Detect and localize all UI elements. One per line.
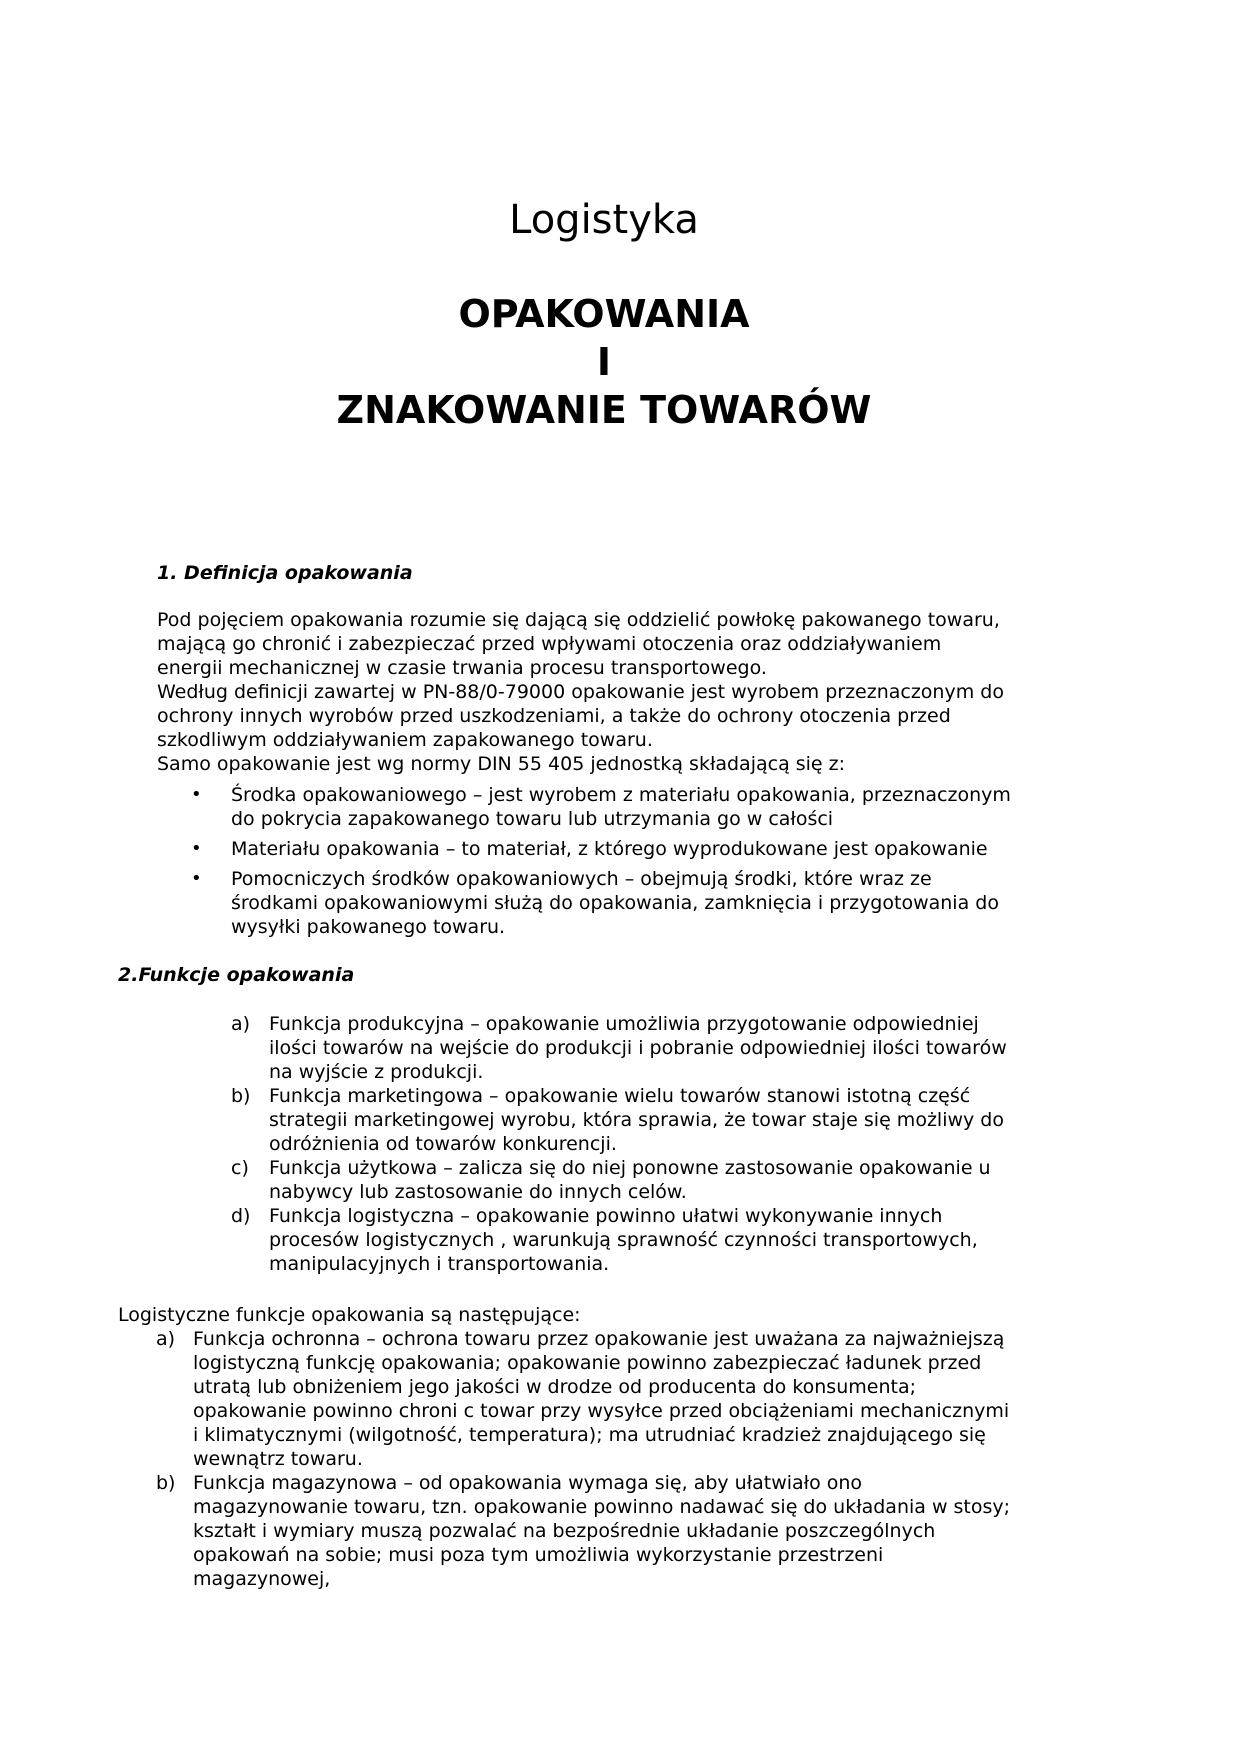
bullet-icon: • <box>191 784 202 805</box>
heading-line: I <box>596 340 612 384</box>
list-line: logistyczną funkcję opakowania; opakowanie powinno zabezpieczać ładunek przed <box>193 1352 982 1374</box>
section-1-paragraph <box>157 608 1004 776</box>
list-marker: c) <box>231 1157 249 1179</box>
list-line: magazynowanie towaru, tzn. opakowanie powinno nadawać się do układania w stosy; <box>193 1496 1011 1518</box>
section-3-intro: Logistyczne funkcje opakowania są następujące: <box>118 1304 581 1326</box>
list-item <box>231 1012 1007 1084</box>
section-2-title: 2.Funkcje opakowania <box>118 964 355 986</box>
list-line: odróżnienia od towarów konkurencji. <box>269 1133 617 1155</box>
list-marker: a) <box>231 1013 251 1035</box>
list-line: opakowań na sobie; musi poza tym umożliwia wykorzystanie przestrzeni <box>193 1544 884 1566</box>
section-3-list <box>156 1327 1010 1591</box>
list-line: Funkcja marketingowa – opakowanie wielu towarów stanowi istotną część <box>269 1085 971 1107</box>
bullet-line: środkami opakowaniowymi służą do opakowania, zamknięcia i przygotowania do <box>231 892 999 914</box>
list-line: procesów logistycznych , warunkują sprawność czynności transportowych, <box>269 1229 978 1251</box>
paragraph-line: Samo opakowanie jest wg normy DIN 55 405 jednostką składającą się z: <box>157 753 846 775</box>
list-item <box>231 1156 1007 1204</box>
list-item <box>231 1084 1007 1156</box>
bullet-line: Środka opakowaniowego – jest wyrobem z materiału opakowania, przeznaczonym <box>231 784 1011 806</box>
list-line: Funkcja ochronna – ochrona towaru przez opakowanie jest uważana za najważniejszą <box>193 1328 1005 1350</box>
list-line: Funkcja logistyczna – opakowanie powinno ułatwi wykonywanie innych <box>269 1205 943 1227</box>
list-line: kształt i wymiary muszą pozwalać na bezpośrednie układanie poszczególnych <box>193 1520 936 1542</box>
document-title: Logistyka <box>509 197 699 243</box>
list-line: Funkcja produkcyjna – opakowanie umożliwia przygotowanie odpowiedniej <box>269 1013 979 1035</box>
paragraph-line: energii mechanicznej w czasie trwania procesu transportowego. <box>157 657 767 679</box>
list-line: Funkcja użytkowa – zalicza się do niej ponowne zastosowanie opakowanie u <box>269 1157 991 1179</box>
bullet-icon: • <box>191 838 202 859</box>
list-line: nabywcy lub zastosowanie do innych celów. <box>269 1181 687 1203</box>
list-marker: a) <box>156 1328 176 1350</box>
list-line: wewnątrz towaru. <box>193 1448 363 1470</box>
heading-line: ZNAKOWANIE TOWARÓW <box>336 388 872 432</box>
bullet-line: wysyłki pakowanego towaru. <box>231 916 506 938</box>
paragraph-line: mającą go chronić i zabezpieczać przed wpływami otoczenia oraz oddziaływaniem <box>157 633 942 655</box>
main-heading <box>0 290 1208 434</box>
heading-line: OPAKOWANIA <box>458 292 750 336</box>
bullet-line: Pomocniczych środków opakowaniowych – obejmują środki, które wraz ze <box>231 868 932 890</box>
list-line: Funkcja magazynowa – od opakowania wymaga się, aby ułatwiało ono <box>193 1472 863 1494</box>
list-line: i klimatycznymi (wilgotność, temperatura); ma utrudniać kradzież znajdującego się <box>193 1424 986 1446</box>
bullet-item <box>157 837 1011 861</box>
bullet-line: Materiału opakowania – to materiał, z którego wyprodukowane jest opakowanie <box>231 838 988 860</box>
section-1-title: 1. Definicja opakowania <box>157 562 413 584</box>
list-item <box>231 1204 1007 1276</box>
list-line: ilości towarów na wejście do produkcji i pobranie odpowiedniej ilości towarów <box>269 1037 1007 1059</box>
paragraph-line: Pod pojęciem opakowania rozumie się dającą się oddzielić powłokę pakowanego towaru, <box>157 609 1000 631</box>
bullet-line: do pokrycia zapakowanego towaru lub utrzymania go w całości <box>231 808 834 830</box>
paragraph-line: szkodliwym oddziaływaniem zapakowanego towaru. <box>157 729 653 751</box>
list-line: strategii marketingowej wyrobu, która sprawia, że towar staje się możliwy do <box>269 1109 1004 1131</box>
list-line: opakowanie powinno chroni c towar przy wysyłce przed obciążeniami mechanicznymi <box>193 1400 1010 1422</box>
list-marker: d) <box>231 1205 251 1227</box>
paragraph-line: ochrony innych wyrobów przed uszkodzeniami, a także do ochrony otoczenia przed <box>157 705 951 727</box>
list-item <box>156 1471 1010 1591</box>
list-line: magazynowej, <box>193 1568 331 1590</box>
list-line: manipulacyjnych i transportowania. <box>269 1253 610 1275</box>
list-line: na wyjście z produkcji. <box>269 1061 484 1083</box>
section-1-bullet-list <box>157 783 1011 945</box>
list-marker: b) <box>156 1472 176 1494</box>
list-line: utratą lub obniżeniem jego jakości w drodze od producenta do konsumenta; <box>193 1376 916 1398</box>
paragraph-line: Według definicji zawartej w PN-88/0-79000 opakowanie jest wyrobem przeznaczonym do <box>157 681 1004 703</box>
section-2-list <box>231 1012 1007 1276</box>
bullet-icon: • <box>191 868 202 889</box>
list-item <box>156 1327 1010 1471</box>
bullet-item <box>157 867 1011 939</box>
list-marker: b) <box>231 1085 251 1107</box>
bullet-item <box>157 783 1011 831</box>
